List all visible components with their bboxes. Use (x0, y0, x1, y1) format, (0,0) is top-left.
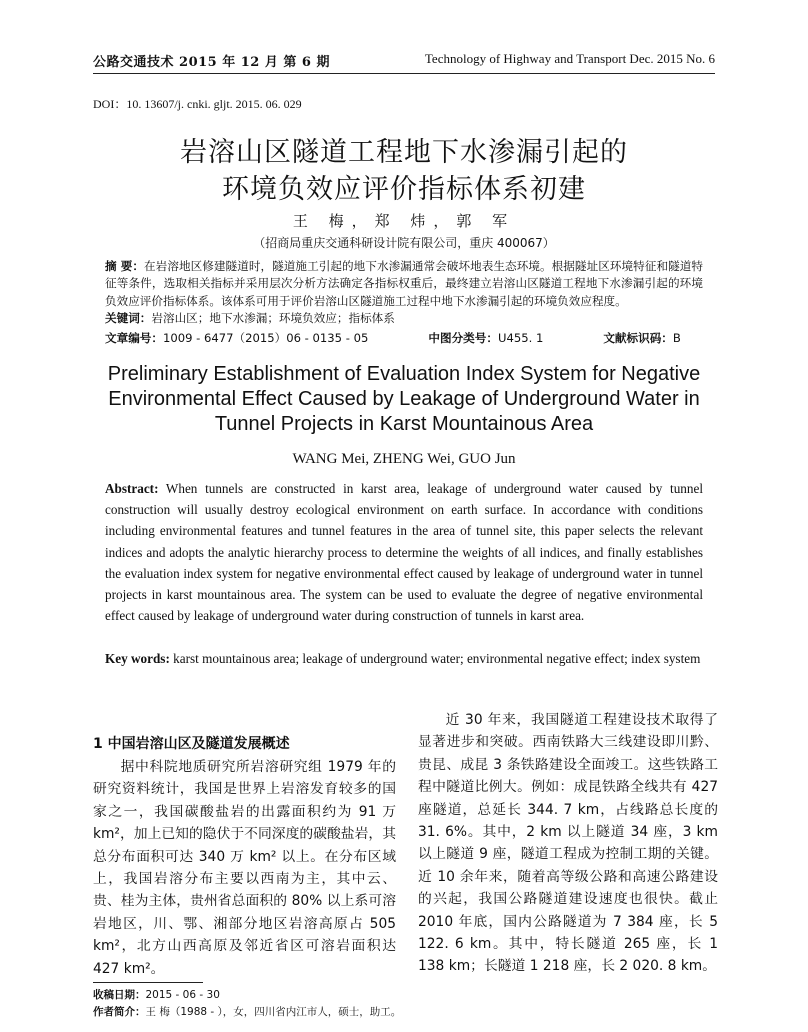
footnote-received (93, 987, 220, 1002)
authors-en: WANG Mei, ZHENG Wei, GUO Jun (292, 451, 516, 467)
title-cn-line2: 环境负效应评价指标体系初建 (222, 174, 586, 205)
abstract-en (105, 478, 703, 626)
title-en-line3: Tunnel Projects in Karst Mountainous Area (214, 413, 594, 435)
keywords-cn-text: 岩溶山区；地下水渗漏；环境负效应；指标体系 (151, 311, 395, 325)
document-code-label: 文献标识码： (603, 331, 673, 345)
authors-cn: 王 梅，郑 炜，郭 军 (292, 212, 516, 230)
keywords-cn-label: 关键词： (105, 311, 152, 325)
keywords-en-label: Key words: (105, 651, 170, 666)
article-number-label: 文章编号： (105, 331, 163, 345)
title-en-line2: Environmental Effect Caused by Leakage of Underground Water in (108, 388, 700, 410)
abstract-cn-label: 摘 要： (105, 259, 145, 273)
journal-header-left: 公路交通技术 2015 年 12 月 第 6 期 (93, 55, 330, 70)
body-right-column: 近 30 年来，我国隧道工程建设技术取得了显著进步和突破。西南铁路大三线建设即川黔、贵昆、成昆 3 条铁路建设全面竣工。这些铁路工程中隧道比例大。例如：成昆铁路全线共有 427 座隧道，总延长 344. 7 km，占线路总长度的 31. 6%。其中，2 km 以上隧道 34 座，3 km 以上隧道 9 座，隧道工程成为控制工期的关键。近 10 余年来，随着高等级公路和高速公路建设的兴起，我国公路隧道建设速度也很快。截止 2010 年底，国内公路隧道为 7 384 座，长 5 122. 6 km。其中，特长隧道 265 座，长 1 138 km；长隧道 1 218 座，长 2 020. 8 km。 (418, 712, 718, 975)
abstract-en-label: Abstract: (105, 481, 159, 496)
abstract-cn-text: 在岩溶地区修建隧道时，隧道施工引起的地下水渗漏通常会破坏地表生态环境。根据隧址区环境特征和隧道特征等条件，选取相关指标并采用层次分析方法确定各指标权重后，最终建立岩溶山区隧道工程地下水渗漏引起的环境负效应评价指标体系。该体系可用于评价岩溶山区隧道施工过程中地下水渗漏引起的环境负效应程度。 (105, 259, 703, 308)
clc-number (428, 330, 543, 347)
article-number (105, 330, 368, 347)
abstract-en-text: When tunnels are constructed in karst area, leakage of underground water caused by tunnel construction will usually destroy ecological environment on earth surface. In accordance with conditions including environmental features and tunnel features in the area of tunnel site, this paper selects the relevant indices and adopts the analytic hierarchy process to determine the weights of all indices, and finally establishes the evaluation index system for negative environmental effect caused by leakage of underground water in tunnel projects in karst mountainous area. The system can be used to evaluate the degree of negative environmental effect caused by leakage of underground water during construction of tunnels in karst area. (105, 481, 703, 624)
author-bio-label: 作者简介： (93, 1006, 146, 1018)
article-number-value: 1009 - 6477（2015）06 - 0135 - 05 (162, 331, 369, 345)
footnote-author (93, 1004, 401, 1019)
article-codes (105, 330, 703, 347)
title-en-line1: Preliminary Establishment of Evaluation Index System for Negative (107, 363, 701, 385)
journal-header-right: Technology of Highway and Transport Dec. 2015 No. 6 (424, 51, 715, 66)
clc-label: 中图分类号： (428, 331, 498, 345)
keywords-en (105, 648, 703, 669)
received-label: 收稿日期： (93, 989, 146, 1001)
author-bio: 王 梅（1988 - ），女，四川省内江市人，硕士，助工。 (145, 1006, 402, 1018)
title-cn-line1: 岩溶山区隧道工程地下水渗漏引起的 (180, 137, 628, 168)
affiliation-cn: （招商局重庆交通科研设计院有限公司，重庆 400067） (253, 236, 555, 250)
document-code (603, 330, 681, 347)
body-left-column: 据中科院地质研究所岩溶研究组 1979 年的研究资料统计，我国是世界上岩溶发育较多的国家之一，我国碳酸盐岩的出露面积约为 91 万 km²，加上已知的隐伏于不同深度的碳酸盐岩，其总分布面积可达 340 万 km² 以上。在分布区域上，我国岩溶分布主要以西南为主，其中云、贵、桂为主体，贵州省总面积的 80% 以上系可溶岩地区，川、鄂、湘部分地区岩溶高原占 505 km²，北方山西高原及邻近省区可溶岩面积达 427 km²。 (93, 759, 396, 977)
document-code-value: B (672, 331, 681, 345)
header-rule (93, 73, 715, 74)
keywords-cn (105, 310, 703, 327)
footnote-rule (93, 982, 203, 983)
section-heading: 1 中国岩溶山区及隧道发展概述 (93, 736, 290, 752)
keywords-en-text: karst mountainous area; leakage of underground water; environmental negative effect; index system (169, 651, 701, 666)
received-date: 2015 - 06 - 30 (145, 989, 220, 1001)
clc-value: U455. 1 (497, 331, 544, 345)
abstract-cn (105, 258, 703, 310)
doi-line: DOI：10. 13607/j. cnki. gljt. 2015. 06. 029 (93, 97, 302, 111)
